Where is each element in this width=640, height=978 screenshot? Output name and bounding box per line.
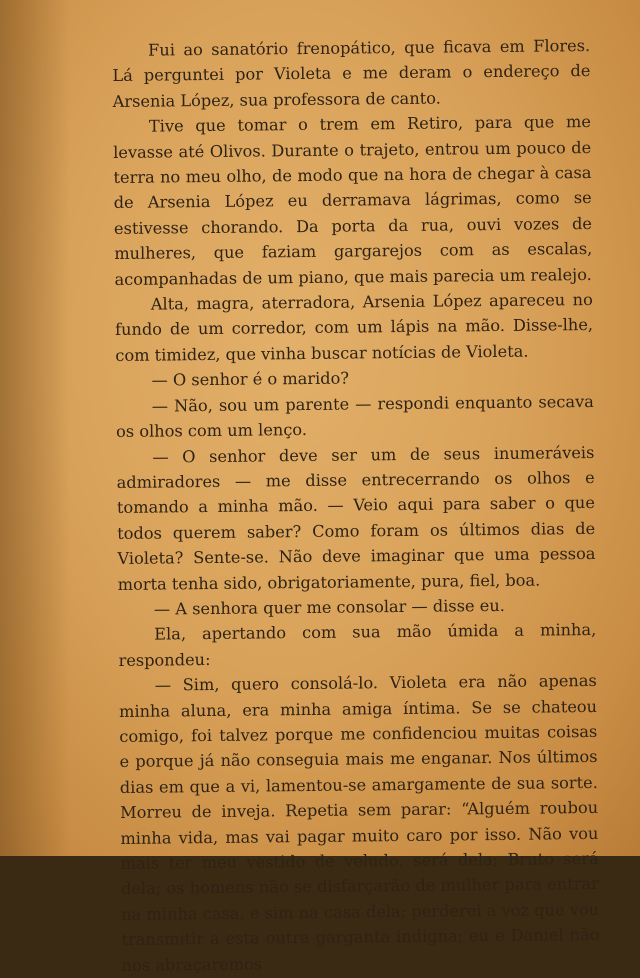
paragraph-7: — A senhora quer me consolar — disse eu. — [153, 595, 505, 619]
paragraph-4: — O senhor é o marido? — [151, 368, 350, 390]
page-gutter-shadow — [0, 0, 70, 856]
paragraph-6: — O senhor deve ser um de seus inumeráveis admiradores — me disse entrecerrando os olhos e tomando a minha mão. — Veio aqui para saber o que todos querem saber? Como foram os últimos dias de Violeta? Sente-se. Não deve imaginar que uma pessoa morta tenha sido, obrigatoriamente, pura, fiel, boa. — [116, 442, 596, 594]
paragraph-1: Fui ao sanatório frenopático, que ficava em Flores. Lá perguntei por Violeta e me deram o endereço de Arsenia López, sua professora de canto. — [112, 35, 591, 111]
paragraph-8: Ela, apertando com sua mão úmida a minha, respondeu: — [118, 620, 597, 670]
page-text — [112, 33, 600, 978]
paragraph-9: — Sim, quero consolá-lo. Violeta era não apenas minha aluna, era minha amiga íntima. Se se chateou comigo, foi talvez porque me confidenciou muitas coisas e porque já não conseguia mais me enganar. Nos últimos dias em que a vi, lamentou-se amargamente de sua sorte. Morreu de inveja. Repetia sem parar: “Alguém roubou minha vida, mas vai pagar muito caro por isso. Não vou mais ter meu vestido de veludo, será dela; Bruto será dela; os homens não se disfarçarão de mulher para entrar na minha casa, e sim na casa dela; perderei a voz que vou transmitir a esta outra garganta indigna; eu e Daniel não nos abraçaremos — [118, 671, 600, 975]
paragraph-3: Alta, magra, aterradora, Arsenia López apareceu no fundo de um corredor, com um lápis na mão. Disse-lhe, com timidez, que vinha buscar notícias de Violeta. — [114, 290, 594, 365]
paragraph-5: — Não, sou um parente — respondi enquanto secava os olhos com um lenço. — [116, 391, 594, 442]
paragraph-2: Tive que tomar o trem em Retiro, para que me levasse até Olivos. Durante o trajeto, entrou um pouco de terra no meu olho, de modo que na hora de chegar à casa de Arsenia López eu derramava lágrimas, como se estivesse chorando. Da porta da rua, ouvi vozes de mulheres, que faziam gargarejos com as escalas, acompanhadas de um piano, que mais parecia um realejo. — [113, 112, 593, 289]
